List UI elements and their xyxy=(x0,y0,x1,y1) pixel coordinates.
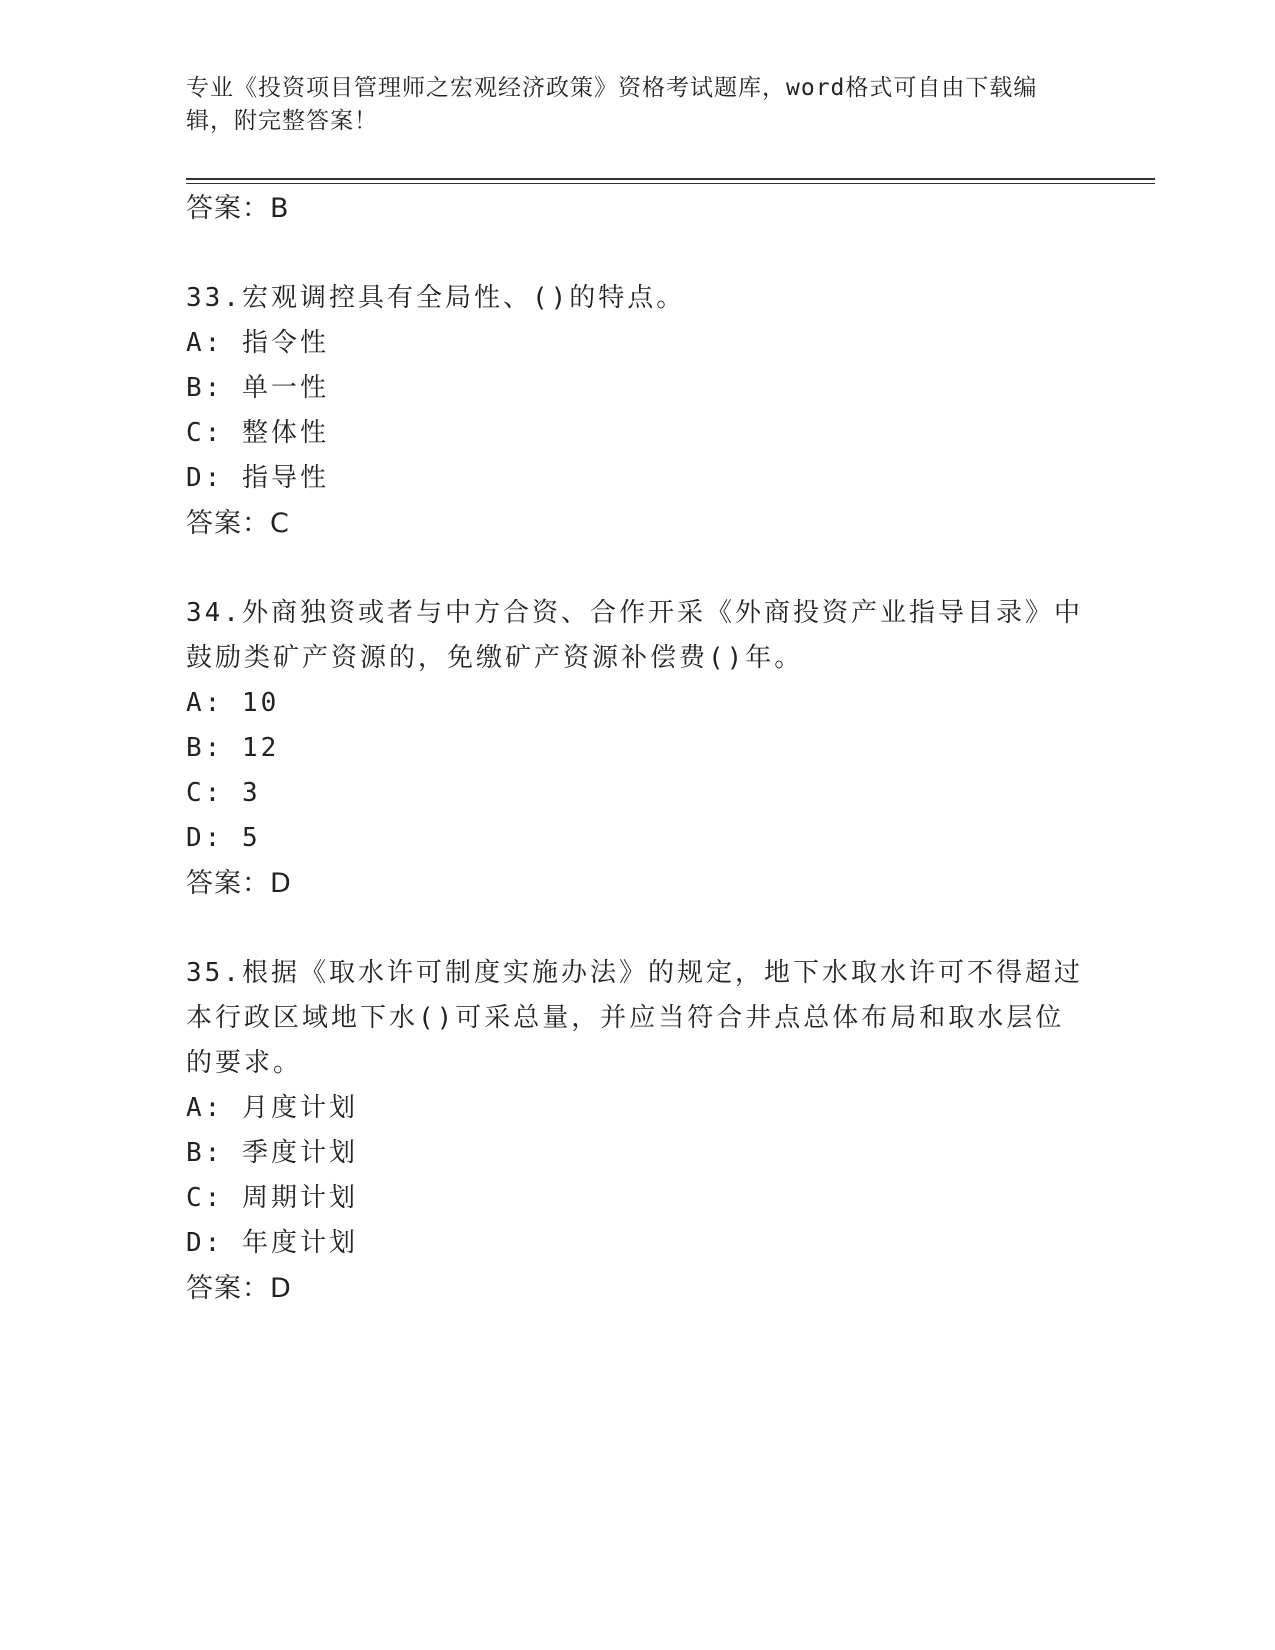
question-stem: 33.宏观调控具有全局性、()的特点。 xyxy=(186,283,686,313)
answer-label: 答案：D xyxy=(186,868,292,899)
header-divider-thin xyxy=(186,183,1155,184)
option-d: D: 指导性 xyxy=(186,463,329,493)
answer-label: 答案：C xyxy=(186,508,290,539)
option-c: C: 周期计划 xyxy=(186,1183,358,1213)
option-a: A: 10 xyxy=(186,688,280,718)
header-divider-thick xyxy=(186,178,1155,180)
question-stem: 35.根据《取水许可制度实施办法》的规定，地下水取水许可不得超过本行政区域地下水()可采总量，并应当符合井点总体布局和取水层位的要求。 xyxy=(186,958,1083,1078)
question-33 xyxy=(186,276,1086,546)
option-c: C: 整体性 xyxy=(186,418,329,448)
answer-label: 答案：B xyxy=(186,193,290,224)
option-d: D: 年度计划 xyxy=(186,1228,358,1258)
option-c: C: 3 xyxy=(186,778,261,808)
answer-label: 答案：D xyxy=(186,1273,292,1304)
question-stem: 34.外商独资或者与中方合资、合作开采《外商投资产业指导目录》中鼓励类矿产资源的，免缴矿产资源补偿费()年。 xyxy=(186,598,1083,673)
option-d: D: 5 xyxy=(186,823,261,853)
document-header: 专业《投资项目管理师之宏观经济政策》资格考试题库，word格式可自由下载编辑，附完整答案！ xyxy=(186,75,1038,134)
option-b: B: 12 xyxy=(186,733,280,763)
previous-answer-block xyxy=(186,186,1086,231)
option-b: B: 季度计划 xyxy=(186,1138,358,1168)
option-a: A: 月度计划 xyxy=(186,1093,358,1123)
option-a: A: 指令性 xyxy=(186,328,329,358)
question-35 xyxy=(186,951,1086,1311)
option-b: B: 单一性 xyxy=(186,373,329,403)
question-34 xyxy=(186,591,1086,906)
